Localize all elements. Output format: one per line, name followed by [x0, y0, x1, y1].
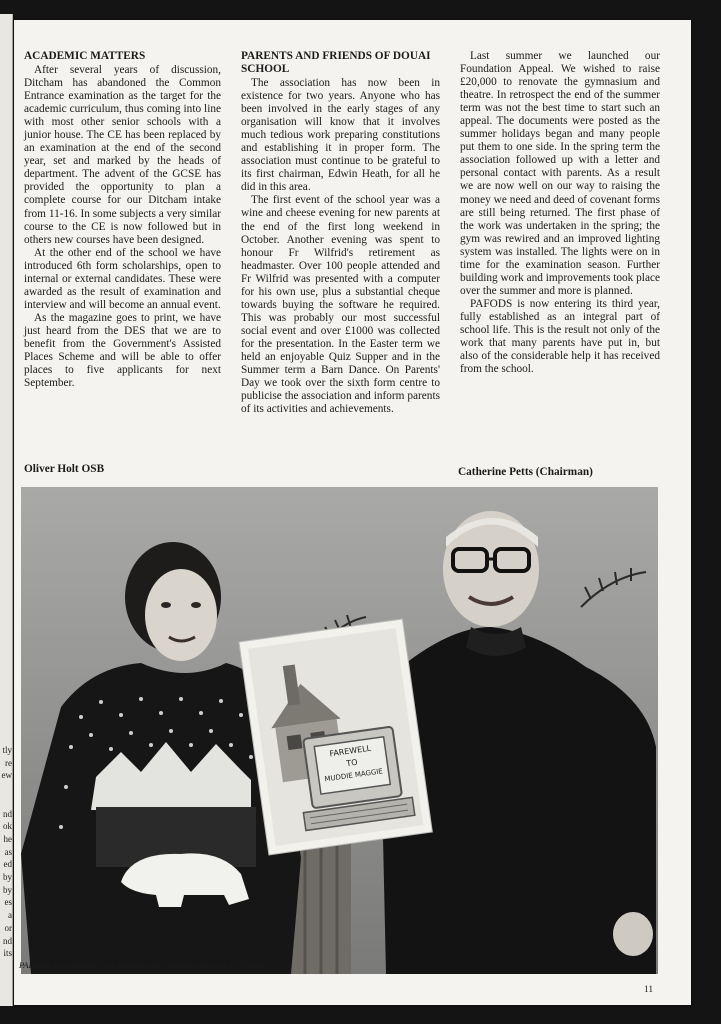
page-number: 11 — [644, 985, 654, 995]
paragraph: As the magazine goes to print, we have just heard from the DES that we are to benefit from the Government's Assisted Places Scheme and will be able to offer places to five applicants for next September. — [24, 311, 221, 390]
poster-line-3: MUDDIE MAGGIE — [324, 767, 384, 784]
previous-page-fragment: as — [4, 846, 12, 857]
previous-page-fragment: by — [3, 884, 12, 895]
heading-parents-and-friends: PARENTS AND FRIENDS OF DOUAI SCHOOL — [241, 50, 431, 75]
column-parents-and-friends — [241, 50, 440, 416]
previous-page-fragment: a — [8, 910, 12, 921]
poster-line-1: FAREWELL — [328, 743, 372, 759]
magazine-page — [14, 20, 691, 1005]
previous-page-fragment: nd — [3, 935, 12, 946]
signature-catherine-petts: Catherine Petts (Chairman) — [458, 466, 593, 478]
previous-page-fragment: by — [3, 872, 12, 882]
paragraph: PAFODS is now entering its third year, fully established as an integral part of school life. This is the result not only of the work that many parents have put in, but also of the considerable help it has received from the school. — [460, 297, 660, 376]
previous-page-fragment: es — [4, 897, 12, 908]
previous-page-fragment: its — [3, 948, 12, 959]
previous-page-edge — [0, 14, 13, 1006]
previous-page-fragment: ed — [3, 859, 12, 870]
paragraph: At the other end of the school we have introduced 6th form scholarships, open to internal or external candidates. These were awarded as the result of examination and interview and will become an annual event. — [24, 246, 221, 311]
previous-page-fragment: tly — [2, 745, 12, 755]
photo-caption: PAFODS presentation from chairperson Catherine Petts to Fr Wilfrid — [19, 960, 265, 970]
previous-page-fragment: nd — [3, 808, 12, 819]
heading-academic-matters: ACADEMIC MATTERS — [24, 50, 146, 62]
presentation-photo — [21, 487, 658, 974]
signature-oliver-holt: Oliver Holt OSB — [24, 463, 105, 475]
paragraph: The first event of the school year was a wine and cheese evening for new parents at the end of the first long weekend in October. Another evening was spent to honour Fr Wilfrid's retirement as headmaster. Over 100 people attended and Fr Wilfrid was presented with a computer for his own use, plus a substantial cheque towards buying the software he required. This was probably our most successful social event and over £1000 was collected for the presentation. In the Easter term we held an enjoyable Quiz Supper and in the Summer term a Barn Dance. On Parents' Day we took over the sixth form centre to publicise the association and inform parents of its activities and achievements. — [241, 194, 440, 416]
previous-page-fragment: he — [3, 833, 12, 844]
column-academic-matters — [24, 50, 221, 390]
previous-page-fragment: or — [4, 922, 12, 933]
paragraph: The association has now been in existence for two years. Anyone who has been involved in the early stages of any organisation will know that it involves much tedious work preparing constitutions and establishing it in proper form. The association must continue to be grateful to its first chairman, Edwin Heath, for all he did in this area. — [241, 77, 440, 194]
previous-page-fragment: ok — [3, 821, 12, 832]
paragraph: Last summer we launched our Foundation Appeal. We wished to raise £20,000 to renovate the gymnasium and theatre. In retrospect the end of the summer term was not the best time to start such an appeal. The documents were posted as the summer holidays began and many people put them to one side. In the spring term the association followed up with a letter and personal contact with parents. As a result we are now well on our way to raising the money we need and deed of covenant forms are still being returned. The first phase of the work was undertaken in the spring; the gym was rewired and an improved lighting system was installed. The lights were on in time for the examination season. Further building work and improvements took place over the summer and more is planned. — [460, 50, 660, 297]
previous-page-fragment: re — [5, 757, 12, 768]
paragraph: After several years of discussion, Ditcham has abandoned the Common Entrance examination as the target for the academic curriculum, thus coming into line with most other senior schools with a junior house. The CE has been replaced by an examination at the end of the second year, set and marked by the heads of department. The advent of the GCSE has provided the opportunity to plan a complete course for our Ditcham intake from 11-16. In some subjects a very similar course to the CE is now followed but in others new courses have been designed. — [24, 64, 221, 246]
column-foundation-appeal — [460, 50, 660, 376]
previous-page-fragment: ew — [1, 770, 12, 781]
farewell-poster — [239, 619, 432, 855]
poster-line-2: TO — [345, 757, 359, 769]
